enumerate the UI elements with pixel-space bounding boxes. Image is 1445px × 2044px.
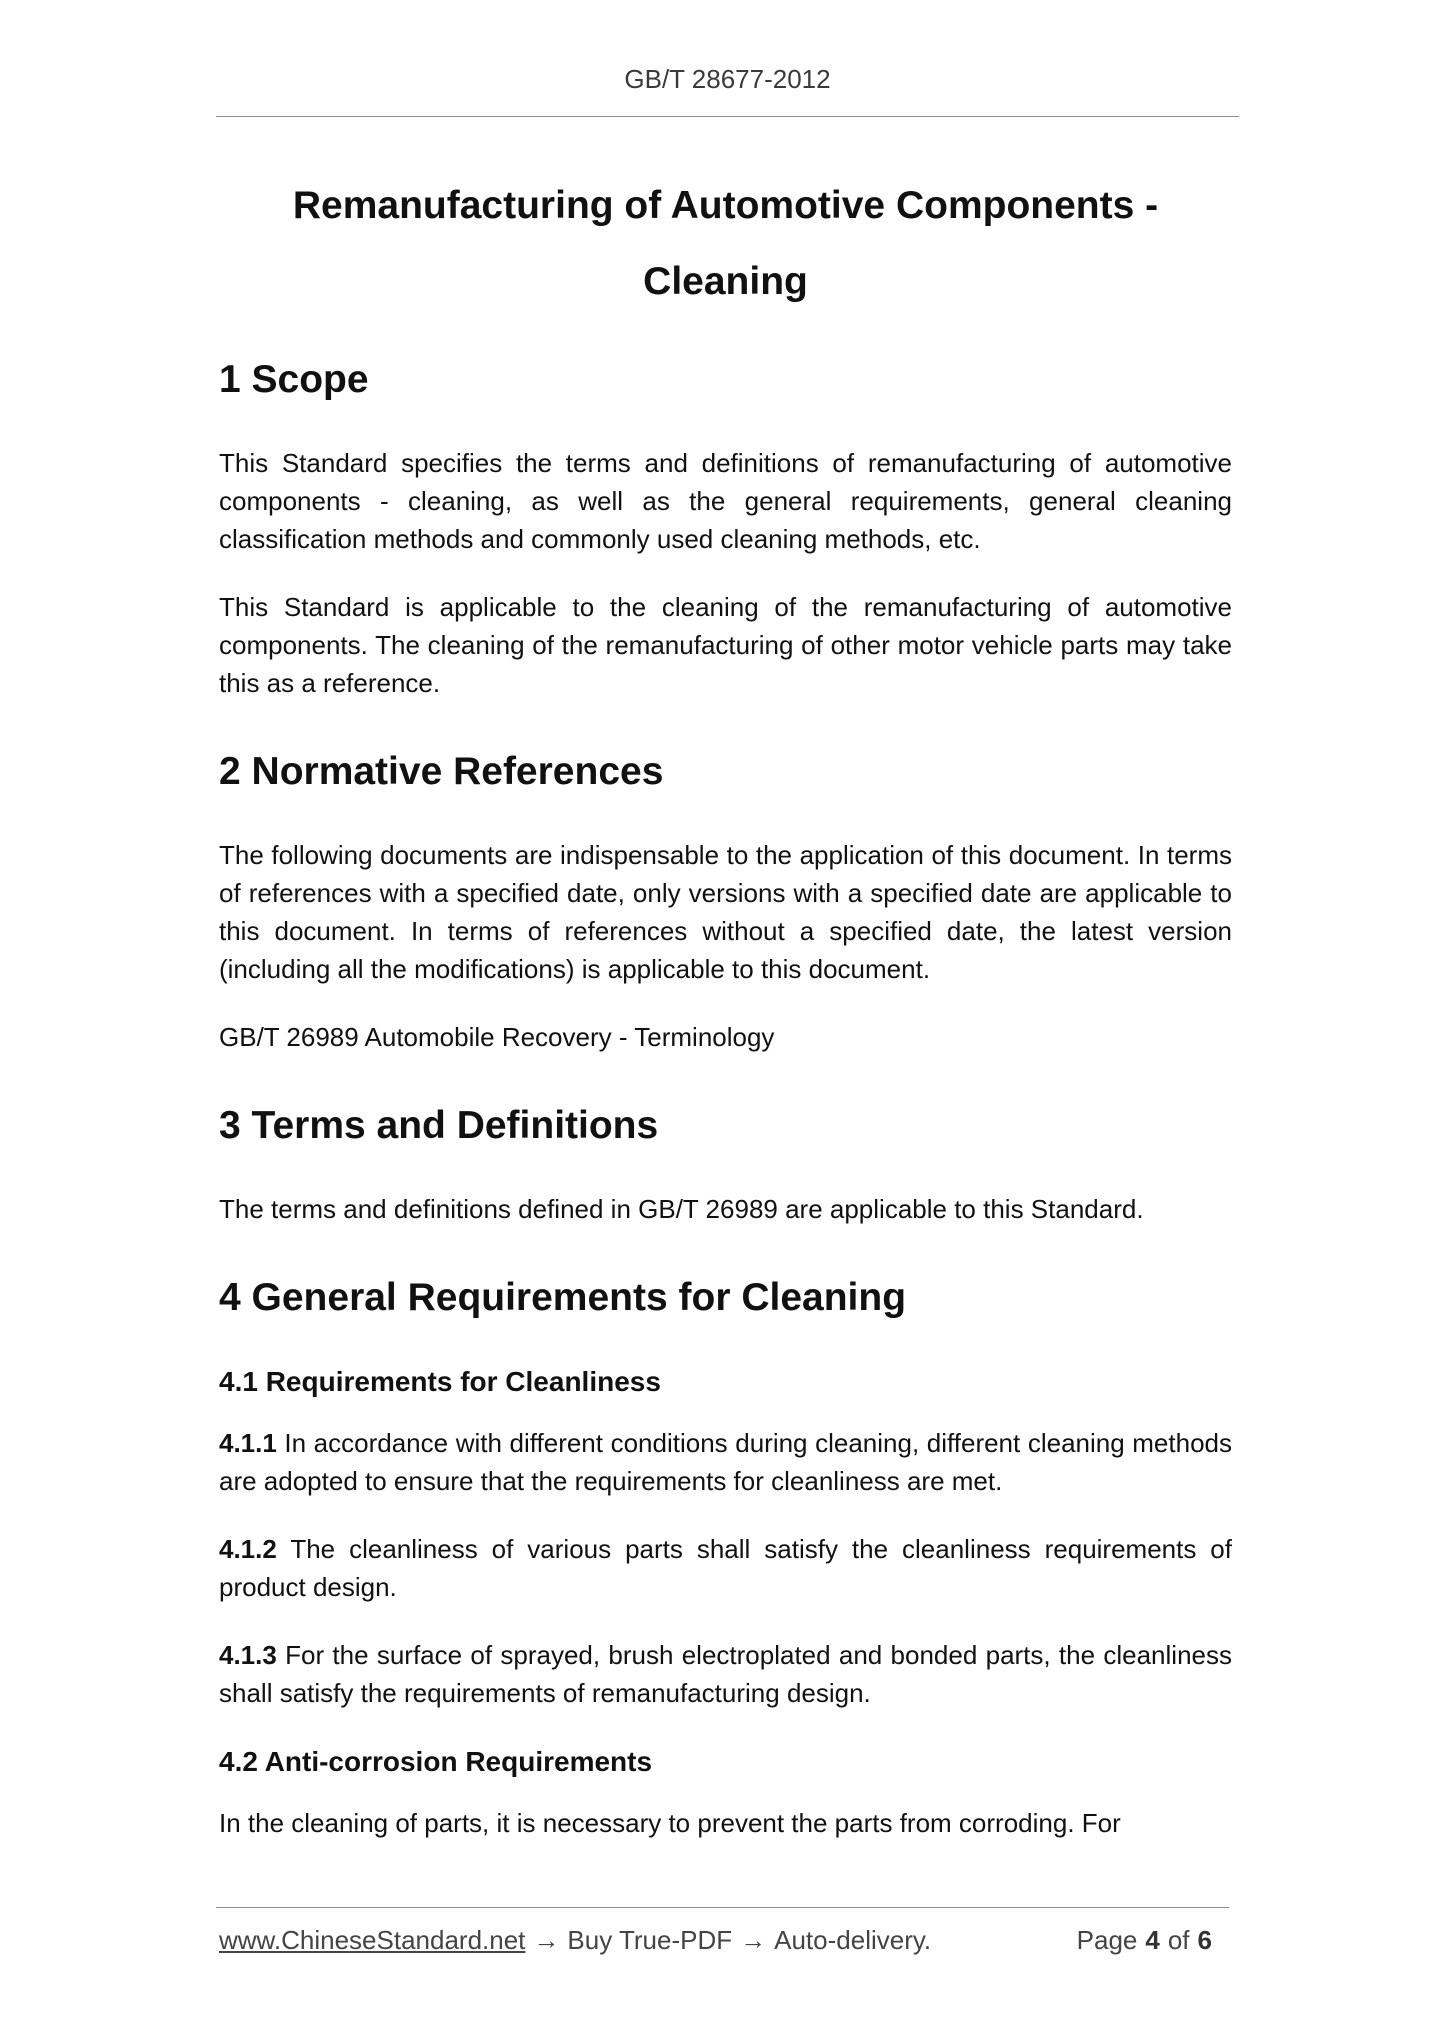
normative-reference-item: GB/T 26989 Automobile Recovery - Terminology bbox=[219, 1022, 775, 1052]
clause-number: 4.1.1 bbox=[219, 1428, 277, 1458]
page-content bbox=[219, 168, 1232, 1872]
document-title-line-1: Remanufacturing of Automotive Components - bbox=[292, 184, 1159, 227]
clause-number: 4.1.2 bbox=[219, 1534, 277, 1564]
clause-text: In accordance with different conditions during cleaning, different cleaning methods are adopted to ensure that the requirements for cleanliness are met. bbox=[219, 1428, 1232, 1496]
document-number-header: GB/T 28677-2012 bbox=[624, 64, 831, 94]
page-label: Page bbox=[1076, 1925, 1138, 1955]
of-label: of bbox=[1167, 1925, 1190, 1955]
section-heading-normative-references: 2 Normative References bbox=[219, 750, 664, 793]
page-indicator bbox=[1077, 1925, 1220, 1956]
scope-paragraph-1: This Standard specifies the terms and definitions of remanufacturing of automotive components - cleaning, as well as the general requirements, general cleaning classification methods and commonly used cleaning methods, etc. bbox=[219, 448, 1232, 554]
website-link[interactable]: www.ChineseStandard.net bbox=[219, 1925, 526, 1955]
document-title-line-2: Cleaning bbox=[643, 260, 808, 303]
normative-paragraph-1: The following documents are indispensable to the application of this document. In terms of references with a specified date, only versions with a specified date are applicable to this document. In terms of references without a specified date, the latest version (including all the modifications) is applicable to this document. bbox=[219, 840, 1232, 984]
page-footer bbox=[219, 1925, 1232, 1956]
arrow-right-icon: → bbox=[533, 1925, 560, 1955]
current-page-number: 4 bbox=[1145, 1925, 1160, 1955]
header-divider bbox=[216, 116, 1239, 117]
clause-text: The cleanliness of various parts shall satisfy the cleanliness requirements of product design. bbox=[219, 1534, 1232, 1602]
footer-divider bbox=[216, 1907, 1229, 1908]
subsection-heading-cleanliness: 4.1 Requirements for Cleanliness bbox=[219, 1366, 661, 1397]
terms-paragraph-1: The terms and definitions defined in GB/T 26989 are applicable to this Standard. bbox=[219, 1194, 1144, 1224]
section-heading-scope: 1 Scope bbox=[219, 358, 369, 401]
buy-pdf-text: Buy True-PDF bbox=[567, 1925, 733, 1955]
subsection-heading-anti-corrosion: 4.2 Anti-corrosion Requirements bbox=[219, 1746, 653, 1777]
total-page-count: 6 bbox=[1197, 1925, 1212, 1955]
clause-4-1-2 bbox=[219, 1530, 1232, 1606]
document-title bbox=[219, 168, 1232, 320]
section-heading-general-requirements: 4 General Requirements for Cleaning bbox=[219, 1276, 907, 1319]
auto-delivery-text: Auto-delivery. bbox=[774, 1925, 932, 1955]
anti-corrosion-paragraph-1: In the cleaning of parts, it is necessary to prevent the parts from corroding. For bbox=[219, 1808, 1121, 1838]
arrow-right-icon: → bbox=[740, 1925, 767, 1955]
section-heading-terms-definitions: 3 Terms and Definitions bbox=[219, 1104, 659, 1147]
clause-4-1-3 bbox=[219, 1636, 1232, 1712]
clause-4-1-1 bbox=[219, 1424, 1232, 1500]
scope-paragraph-2: This Standard is applicable to the cleaning of the remanufacturing of automotive components. The cleaning of the remanufacturing of other motor vehicle parts may take this as a reference. bbox=[219, 592, 1232, 698]
clause-number: 4.1.3 bbox=[219, 1640, 277, 1670]
clause-text: For the surface of sprayed, brush electroplated and bonded parts, the cleanliness shall satisfy the requirements of remanufacturing design. bbox=[219, 1640, 1232, 1708]
